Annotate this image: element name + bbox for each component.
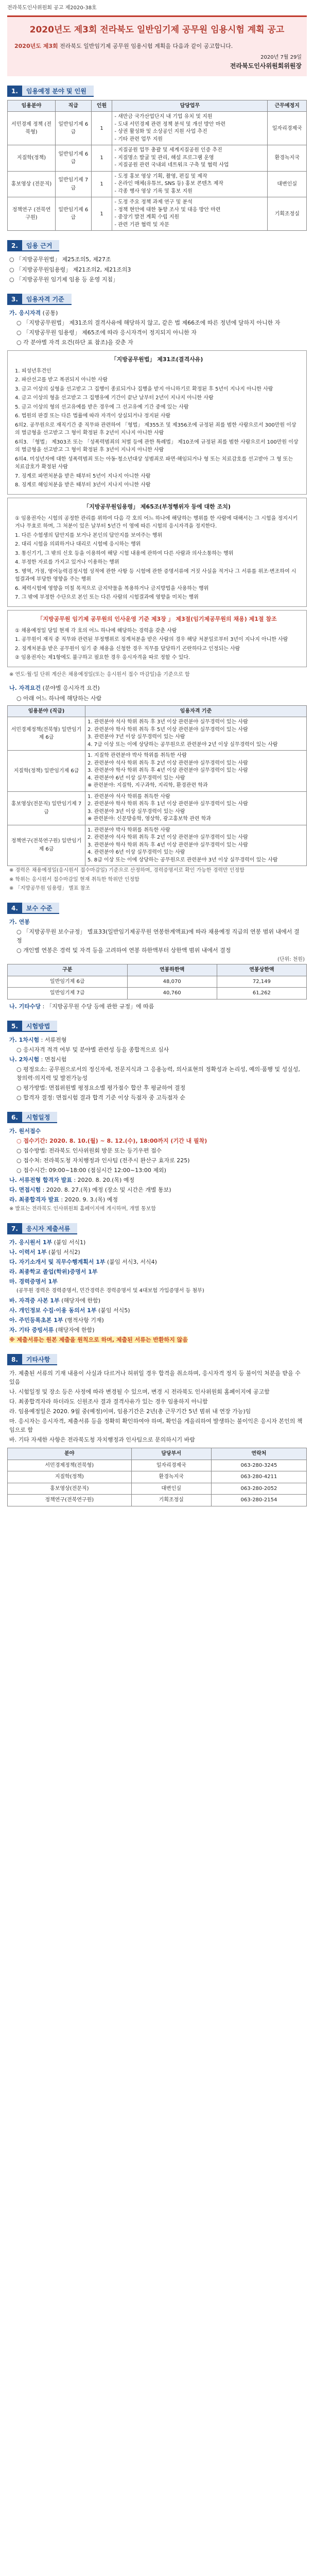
table-row [8, 825, 307, 866]
subsection-note: (공통) [42, 309, 58, 316]
box-line: 1. 피성년후견인 [15, 368, 51, 374]
section-title: 임용예정 분야 및 인원 [22, 86, 94, 97]
cell-field: 서민경제정책(전북형) [8, 1460, 132, 1471]
cell-duties [112, 145, 268, 172]
box-line: 6. 체력시험에 영향을 미칠 목적으로 금지약물을 복용하거나 금지방법을 사용하는 행위 [15, 585, 209, 591]
cell-place: 일자리경제국 [268, 112, 307, 145]
subsection-title: 가. 연봉 [9, 918, 30, 925]
section-exam-method [7, 1021, 307, 1103]
box-line: 2. 대리 시험을 의뢰하거나 대리로 시험에 응시하는 행위 [15, 541, 141, 548]
qual-note: ※ 경력은 채용예정일(응시원서 접수마감일) 기준으로 산정하며, 경력증명서로 확인 가능한 경력만 인정함 [9, 868, 245, 874]
method-line: ○ 응시자격 적격 여부 및 분야별 관련성 등을 종합적으로 심사 [16, 1046, 169, 1053]
criteria-line: 1. 관련분야 석사 학위를 취득한 사람 [88, 793, 170, 800]
table-row [8, 145, 307, 172]
cell-duties [112, 197, 268, 231]
col-header: 근무예정지 [268, 100, 307, 112]
subsection-title: 나. 2차시험 [9, 1056, 40, 1063]
box-line: 6의3. 「형법」 제303조 또는 「성폭력범죄의 처벌 등에 관한 특례법」 제10조에 규정된 죄를 범한 사람으로서 100만원 이상의 벌금형을 선고받고 그 형이 확정된 후 3년이 지나지 아니한 사람 [15, 439, 299, 453]
col-header: 임용분야 [8, 100, 56, 112]
doc-item: 가. 응시원서 1부 [9, 1239, 53, 1246]
cell-criteria [85, 825, 307, 866]
cell-dept: 환경녹지국 [131, 1471, 211, 1483]
col-header: 분야 [8, 1448, 132, 1460]
cell-count: 1 [91, 171, 112, 197]
misconduct-box [7, 498, 307, 607]
cell-max: 61,262 [217, 988, 306, 999]
col-header: 연락처 [211, 1448, 306, 1460]
section-number: 4. [7, 903, 22, 914]
section-header [7, 86, 307, 97]
box-line: ② 임용권자는 제1항에도 불구하고 필요한 경우 응시자격을 따로 정할 수 있다. [15, 655, 190, 661]
doc-note: (붙임 서식3, 서식4) [107, 1259, 157, 1266]
qual-line: ○ 「지방공무원 임용령」 제65조에 따라 응시자격이 정지되지 아니한 자 [16, 329, 197, 336]
schedule-line: ○ 접수처: 전라북도청 자치행정과 인사팀 (전주시 완산구 효자로 225) [16, 1157, 190, 1164]
doc-highlight: ※ 제출서류는 원본 제출을 원칙으로 하며, 제출된 서류는 반환하지 않음 [9, 1336, 188, 1343]
cell-grade: 일반임기제 6급 [55, 112, 91, 145]
doc-item: 다. 자기소개서 및 직무수행계획서 1부 [9, 1259, 106, 1266]
subsection-title: 나. 기타수당 [9, 1003, 41, 1010]
col-header: 임용분야 (직급) [8, 705, 85, 717]
criteria-line: ※ 관련분야: 지질학, 지구과학, 지리학, 환경관련 학과 [88, 783, 208, 789]
section-title: 보수 수준 [22, 903, 60, 914]
cell-field: 서민경제 정책 (전북형) [8, 112, 56, 145]
col-header: 임용자격 기준 [85, 705, 307, 717]
box-line: 7. 그 밖에 부정한 수단으로 본인 또는 다른 사람의 시험결과에 영향을 미치는 행위 [15, 595, 199, 601]
cell-grade: 일반임기제 6급 [55, 197, 91, 231]
method-line: ○ 합격자 결정: 면접시험 결과 합격 기준 이상 득점자 중 고득점자 순 [16, 1094, 186, 1101]
section-schedule [7, 1112, 307, 1214]
cell-duties [112, 112, 268, 145]
misc-line: 나. 시험일정 및 장소 등은 사정에 따라 변경될 수 있으며, 변경 시 전라북도 인사위원회 홈페이지에 공고함 [9, 1388, 270, 1396]
misc-line: 바. 기타 자세한 사항은 전라북도청 자치행정과 인사팀으로 문의하시기 바람 [9, 1436, 195, 1444]
cell-phone: 063-280-3245 [211, 1460, 306, 1471]
criteria-line: 3. 관련분야 3년 이상 실무경력이 있는 사람 [88, 808, 185, 815]
doc-note: (붙임 서식5) [98, 1307, 130, 1314]
intro-text [12, 42, 302, 50]
criteria-line: 2. 관련분야 석사 학위 취득 후 2년 이상 관련분야 실무경력이 있는 사람 [88, 760, 248, 766]
criteria-line: 2. 관련분야 석사 학위 취득 후 2년 이상 관련분야 실무경력이 있는 사람 [88, 835, 248, 841]
section-number: 1. [7, 86, 22, 97]
duty-line: - 지질명소 발굴 및 관리, 해설 프로그램 운영 [114, 155, 214, 161]
duty-line: - 도정 주요 정책 과제 연구 및 분석 [114, 199, 193, 206]
notice-number: 전라북도인사위원회 공고 제2020-38호 [7, 5, 97, 11]
box-line: ① 채용예정일 당일 현재 각 호의 어느 하나에 해당하는 경력을 갖춘 사람 [15, 628, 177, 634]
section-header [7, 1112, 307, 1123]
section-title: 시험일정 [22, 1112, 57, 1123]
section-misc [7, 1354, 307, 1506]
section-header [7, 1021, 307, 1032]
cell-place: 환경녹지국 [268, 145, 307, 172]
cell-grade: 일반임기제 7급 [55, 171, 91, 197]
schedule-line: ○ 접수방법: 전라북도 인사위원회 방문 또는 등기우편 접수 [16, 1147, 162, 1155]
qual-line: ○ 「지방공무원법」 제31조의 결격사유에 해당하지 않고, 같은 법 제66조에 따른 정년에 달하지 아니한 자 [16, 319, 281, 326]
section-header [7, 1223, 307, 1234]
duty-line: - 기타 관련 업무 지원 [114, 136, 163, 142]
box-title: 「지방공무원임용령」 제65조(부정행위자 등에 대한 조치) [83, 503, 231, 510]
box-line: 4. 부정한 자료를 가지고 있거나 이용하는 행위 [15, 560, 119, 566]
subsection-text: : 2020. 8. 20.(목) 예정 [74, 1177, 135, 1184]
doc-note: (해당자에 한함) [61, 1297, 101, 1304]
section-number: 7. [7, 1223, 22, 1234]
criteria-line: 2. 관련분야 학사 학위 취득 후 1년 이상 관련분야 실무경력이 있는 사람 [88, 801, 248, 807]
duty-line: - 온라인 매체(유튜브, SNS 등) 홍보 콘텐츠 제작 [114, 181, 223, 187]
doc-item: 아. 주민등록초본 1부 [9, 1316, 63, 1324]
box-line: 5. 금고 이상의 형의 선고유예를 받은 경우에 그 선고유예 기간 중에 있는 사람 [15, 404, 189, 410]
duty-line: - 지질공원 업무 총괄 및 세계지질공원 인증 추진 [114, 147, 222, 154]
qualification-table [7, 705, 307, 867]
table-row [8, 1483, 307, 1495]
contact-table [7, 1448, 307, 1506]
col-header: 인원 [91, 100, 112, 112]
positions-table [7, 100, 307, 231]
section-legal-basis [7, 240, 307, 284]
cell-place: 기획조정실 [268, 197, 307, 231]
title-box [7, 15, 307, 76]
criteria-line: 5. 8급 이상 또는 이에 상당하는 공무원으로 관련분야 3년 이상 실무경력이 있는 사람 [88, 857, 278, 863]
doc-note: (붙임 서식2) [48, 1249, 80, 1256]
intro-rest: 전라북도 일반임기제 공무원 임용시험 계획을 다음과 같이 공고합니다. [60, 42, 233, 49]
box-line: ① 임용권자는 시험의 공정한 관리를 위하여 다음 각 호의 어느 하나에 해당하는 행위를 한 사람에 대해서는 그 시험을 정지시키거나 무효로 하며, 그 처분이 있은 날부터 5년간 이 영에 따른 시험의 응시자격을 정지한다. [15, 515, 298, 530]
cell-criteria [85, 717, 307, 751]
cell-count: 1 [91, 112, 112, 145]
basis-line: ○ 「지방공무원임용령」 제21조의2, 제21조의3 [9, 266, 131, 273]
table-row [8, 197, 307, 231]
criteria-line: 1. 관련분야 석사 학위 취득 후 3년 이상 관련분야 실무경력이 있는 사람 [88, 719, 248, 725]
duty-line: - 상권 활성화 및 소상공인 지원 사업 추진 [114, 129, 207, 135]
table-row [8, 751, 307, 792]
cell-criteria [85, 751, 307, 792]
cell-field: 정책연구(전북연구원) [8, 1495, 132, 1506]
criteria-line: 3. 관련분야 7년 이상 실무경력이 있는 사람 [88, 734, 185, 740]
criteria-line: 3. 관련분야 학사 학위 취득 후 4년 이상 관련분야 실무경력이 있는 사람 [88, 768, 248, 774]
col-header: 담당업무 [112, 100, 268, 112]
duty-line: - 새만금 국가산업단지 내 기업 유치 및 지원 [114, 114, 213, 120]
table-row [8, 1495, 307, 1506]
confirm-note: ※ 연도·월·일 단위 계산은 채용예정일(또는 응시원서 접수 마감일)을 기준으로 함 [9, 671, 190, 677]
doc-detail: (공무원 경력은 경력증명서, 민간경력은 경력증명서 및 4대보험 가입증명서 등 첨부) [16, 1288, 204, 1294]
cell-field: 지질학(정책) [8, 1471, 132, 1483]
section-title: 시험방법 [22, 1021, 57, 1032]
cell-field: 홍보영상(전문직) 일반임기제 7급 [8, 791, 85, 825]
intro-prefix: 2020년도 제3회 [14, 42, 58, 49]
table-row [8, 717, 307, 751]
doc-item: 사. 개인정보 수집·이용 동의서 1부 [9, 1307, 97, 1314]
cell-count: 1 [91, 145, 112, 172]
criteria-line: ※ 관련분야: 신문방송학, 영상학, 광고홍보학 관련 학과 [88, 816, 212, 822]
table-row [8, 791, 307, 825]
cell-dept: 기획조정실 [131, 1495, 211, 1506]
subsection-title: 나. 서류전형 합격자 발표 [9, 1177, 72, 1184]
criteria-line: 4. 관련분야 6년 이상 실무경력이 있는 사람 [88, 850, 185, 856]
section-number: 2. [7, 240, 22, 251]
duty-line: - 관련 기관 협력 및 자문 [114, 222, 169, 228]
cell-grade: 일반임기제 6급 [55, 145, 91, 172]
box-title: 「지방공무원 임기제 공무원의 인사운영 기준 제3장 」 제3절(임기제공무원의 채용) 제1절 참조 [37, 615, 277, 622]
box-line: 1. 다른 수험생의 답안지를 보거나 본인의 답안지를 보여주는 행위 [15, 532, 163, 538]
criteria-line: 1. 관련분야 박사 학위를 취득한 사람 [88, 827, 170, 833]
cell-max: 72,149 [217, 976, 306, 988]
box-line: 2. 징계처분을 받은 공무원이 임기 중 채용을 신청한 경우 직무를 담당하기 곤란하다고 인정되는 사람 [15, 646, 240, 652]
cell-phone: 063-280-2154 [211, 1495, 306, 1506]
subsection-text: : 2020. 8. 27.(목) 예정 (장소 및 시간은 개별 통보) [42, 1187, 171, 1194]
doc-note: (해당자에 한함) [55, 1326, 95, 1333]
subsection-title: 가. 응시자격 [9, 309, 41, 316]
subsection-note: (분야별 응시자격 요건) [42, 685, 100, 692]
contract-rule-box [7, 610, 307, 667]
section-salary [7, 903, 307, 1011]
box-title: 「지방공무원법」 제31조(결격사유) [111, 355, 203, 363]
criteria-line: 3. 관련분야 학사 학위 취득 후 4년 이상 관련분야 실무경력이 있는 사람 [88, 842, 248, 848]
schedule-line: ○ 접수시간: 09:00~18:00 (점심시간 12:00~13:00 제외) [16, 1167, 166, 1174]
basis-line: ○ 「지방공무원 임기제 임용 등 운영 지침」 [9, 276, 118, 283]
table-row [8, 1471, 307, 1483]
section-header [7, 903, 307, 914]
duty-line: - 중장기 발전 계획 수립 지원 [114, 214, 180, 221]
cell-min: 40,760 [127, 988, 217, 999]
subsection-title: 가. 원서접수 [9, 1128, 41, 1135]
cell-field: 정책연구 (전북연구원) [8, 197, 56, 231]
cell-dept: 대변인실 [131, 1483, 211, 1495]
box-line: 7. 징계로 파면처분을 받은 때부터 5년이 지나지 아니한 사람 [15, 473, 151, 479]
criteria-line: 4. 7급 이상 또는 이에 상당하는 공무원으로 관련분야 2년 이상 실무경력이 있는 사람 [88, 741, 278, 748]
cell-field: 홍보영상 (전문직) [8, 171, 56, 197]
subsection-title: 다. 면접시험 [9, 1187, 41, 1194]
section-documents [7, 1223, 307, 1345]
section-number: 8. [7, 1354, 22, 1365]
duty-line: - 정책 현안에 대한 동향 조사 및 대응 방안 마련 [114, 207, 221, 213]
salary-line: ○ 개인별 연봉은 경력 및 자격 등을 고려하여 연봉 하한액부터 상한액 범위 내에서 결정 [16, 946, 231, 954]
col-header: 연봉상한액 [217, 964, 306, 976]
doc-item: 마. 경력증명서 1부 [9, 1278, 58, 1285]
subsection-title: 나. 자격요건 [9, 685, 41, 692]
subsection-text: : 「지방공무원 수당 등에 관한 규정」에 따름 [42, 1003, 154, 1010]
subsection-title: 라. 최종합격자 발표 [9, 1196, 59, 1204]
cell-field: 홍보영상(전문직) [8, 1483, 132, 1495]
misc-line: 라. 임용예정일은 2020. 9월 중(예정)이며, 임용기간은 2년(총 근무기간 5년 범위 내 연장 가능)임 [9, 1408, 251, 1415]
misc-line: 가. 제출된 서류의 기재 내용이 사실과 다르거나 허위일 경우 합격을 취소하며, 응시자격 정지 등 불이익 처분을 받을 수 있음 [9, 1369, 301, 1385]
cell-criteria [85, 791, 307, 825]
subsection-text: : 서류전형 [41, 1036, 67, 1043]
criteria-line: 1. 지질학 관련분야 박사 학위를 취득한 사람 [88, 753, 187, 759]
box-line: 8. 징계로 해임처분을 받은 때부터 3년이 지나지 아니한 사람 [15, 482, 151, 488]
box-line: 3. 금고 이상의 실형을 선고받고 그 집행이 종료되거나 집행을 받지 아니하기로 확정된 후 5년이 지나지 아니한 사람 [15, 386, 273, 392]
duty-line: - 각종 행사 영상 기록 및 홍보 지원 [114, 188, 193, 194]
section-number: 3. [7, 294, 22, 305]
subsection-text: : 면접시험 [41, 1056, 67, 1063]
box-line: 3. 통신기기, 그 밖의 신호 등을 이용하여 해당 시험 내용에 관하여 다른 사람과 의사소통하는 행위 [15, 550, 234, 556]
cell-count: 1 [91, 197, 112, 231]
qual-line: ○ 각 분야별 자격 요건(하단 표 참조)을 갖춘 자 [16, 338, 133, 346]
col-header: 구분 [8, 964, 128, 976]
section-number: 5. [7, 1021, 22, 1032]
box-line: 5. 병역, 가점, 영어능력검정시험 성적에 관한 사항 등 시험에 관한 증명서류에 거짓 사실을 적거나 그 서류를 위조·변조하여 시험결과에 부당한 영향을 주는 행위 [15, 568, 296, 583]
section-header [7, 1354, 307, 1365]
section-header [7, 294, 307, 305]
cell-field: 지질학(정책) [8, 145, 56, 172]
issuer-name: 전라북도인사위원회위원장 [230, 62, 302, 70]
misc-line: 마. 응시자는 응시자격, 제출서류 등을 정확히 확인하여야 하며, 확인을 게을리하여 발생하는 불이익은 응시자 본인의 책임으로 함 [9, 1418, 303, 1434]
salary-line: ○ 「지방공무원 보수규정」 별표33(일반임기제공무원 연봉한계액표)에 따라 채용예정 직급의 연봉 범위 내에서 결정 [16, 928, 300, 944]
table-row [8, 976, 307, 988]
doc-item: 나. 이력서 1부 [9, 1249, 47, 1256]
salary-table [7, 964, 307, 999]
section-number: 6. [7, 1112, 22, 1123]
col-header: 연봉하한액 [127, 964, 217, 976]
cell-field: 서민경제정책(전북형) 일반임기제 6급 [8, 717, 85, 751]
schedule-line: ○ 접수기간: 2020. 8. 10.(월) ~ 8. 12.(수), 18:00까지 (기간 내 필착) [16, 1138, 207, 1145]
notice-date: 2020년 7월 29일 [260, 54, 302, 60]
doc-item: 라. 최종학교 졸업(학위)증명서 1부 [9, 1268, 98, 1276]
cell-phone: 063-280-2052 [211, 1483, 306, 1495]
salary-unit: (단위: 천원) [277, 956, 305, 962]
cell-phone: 063-280-4211 [211, 1471, 306, 1483]
section-title: 임용 근거 [22, 240, 60, 251]
doc-note: (병적사항 기재) [65, 1316, 104, 1324]
cell-field: 지질학(정책) 일반임기제 6급 [8, 751, 85, 792]
basis-line: ○ 「지방공무원법」 제25조의5, 제27조 [9, 256, 111, 263]
table-row [8, 1460, 307, 1471]
section-header [7, 240, 307, 251]
col-header: 담당부서 [131, 1448, 211, 1460]
cell-min: 48,070 [127, 976, 217, 988]
cell-place: 대변인실 [268, 171, 307, 197]
table-row [8, 112, 307, 145]
method-line: ○ 평가방법: 면접위원별 평정요소별 평가점수 합산 후 평균하여 결정 [16, 1084, 186, 1092]
lead-line: ○ 아래 어느 하나에 해당하는 사람 [16, 694, 102, 702]
doc-item: 자. 기타 증빙서류 [9, 1326, 54, 1333]
table-row [8, 988, 307, 999]
box-line: 4. 금고 이상의 형을 선고받고 그 집행유예 기간이 끝난 날부터 2년이 지나지 아니한 사람 [15, 395, 214, 401]
col-header: 직급 [55, 100, 91, 112]
cell-dept: 일자리경제국 [131, 1460, 211, 1471]
box-line: 6의2. 공무원으로 재직기간 중 직무와 관련하여 「형법」 제355조 및 제356조에 규정된 죄를 범한 사람으로서 300만원 이상의 벌금형을 선고받고 그 형이 확정된 후 2년이 지나지 아니한 사람 [15, 422, 296, 436]
qual-note: ※ 「지방공무원 임용령」 별표 참조 [9, 886, 91, 892]
criteria-line: 2. 관련분야 학사 학위 취득 후 5년 이상 관련분야 실무경력이 있는 사람 [88, 726, 248, 733]
section-positions [7, 86, 307, 231]
section-title: 기타사항 [22, 1354, 57, 1365]
table-row [8, 171, 307, 197]
doc-item: 바. 자격증 사본 1부 [9, 1297, 60, 1304]
criteria-line: 4. 관련분야 6년 이상 실무경력이 있는 사람 [88, 775, 185, 781]
duty-line: - 도내 서민경제 관련 정책 분석 및 개선 방안 마련 [114, 121, 226, 127]
subsection-text: : 2020. 9. 3.(목) 예정 [61, 1196, 118, 1204]
page-title: 2020년도 제3회 전라북도 일반임기제 공무원 임용시험 계획 공고 [29, 24, 285, 35]
box-line: 2. 파산선고를 받고 복권되지 아니한 사람 [15, 377, 108, 383]
doc-note: (붙임 서식1) [54, 1239, 86, 1246]
section-title: 임용자격 기준 [22, 294, 72, 305]
schedule-note: ※ 발표는 전라북도 인사위원회 홈페이지에 게시하며, 개별 통보함 [9, 1206, 156, 1212]
misc-line: 다. 최종합격자라 하더라도 신원조사 결과 결격사유가 있는 경우 임용하지 아니함 [9, 1398, 208, 1405]
box-line: 6의4. 미성년자에 대한 성폭력범죄 또는 아동·청소년대상 성범죄로 파면·해임되거나 형 또는 치료감호를 선고받아 그 형 또는 치료감호가 확정된 사람 [15, 456, 293, 470]
duty-line: - 지질공원 관련 국내외 네트워크 구축 및 협력 사업 [114, 162, 229, 168]
disqualification-box [7, 350, 307, 495]
cell-duties [112, 171, 268, 197]
method-line: ○ 평정요소: 공무원으로서의 정신자세, 전문지식과 그 응용능력, 의사표현의 정확성과 논리성, 예의·품행 및 성실성, 창의력·의지력 및 발전가능성 [16, 1065, 300, 1081]
cell-grade: 일반임기제 7급 [8, 988, 128, 999]
subsection-title: 가. 1차시험 [9, 1036, 40, 1043]
cell-field: 정책연구(전북연구원) 일반임기제 6급 [8, 825, 85, 866]
box-line: 1. 공무원이 재직 중 직무와 관련된 부정행위로 징계처분을 받은 사람의 경우 해당 처분일로부터 3년이 지나지 아니한 사람 [15, 637, 288, 643]
duty-line: - 도정 홍보 영상 기획, 촬영, 편집 및 제작 [114, 173, 207, 179]
box-line: 6. 법원의 판결 또는 다른 법률에 따라 자격이 상실되거나 정지된 사람 [15, 413, 171, 419]
section-qualifications [7, 294, 307, 893]
qual-note: ※ 학위는 응시원서 접수마감일 현재 취득한 학위만 인정함 [9, 876, 139, 883]
section-title: 응시자 제출서류 [22, 1223, 77, 1234]
cell-grade: 일반임기제 6급 [8, 976, 128, 988]
